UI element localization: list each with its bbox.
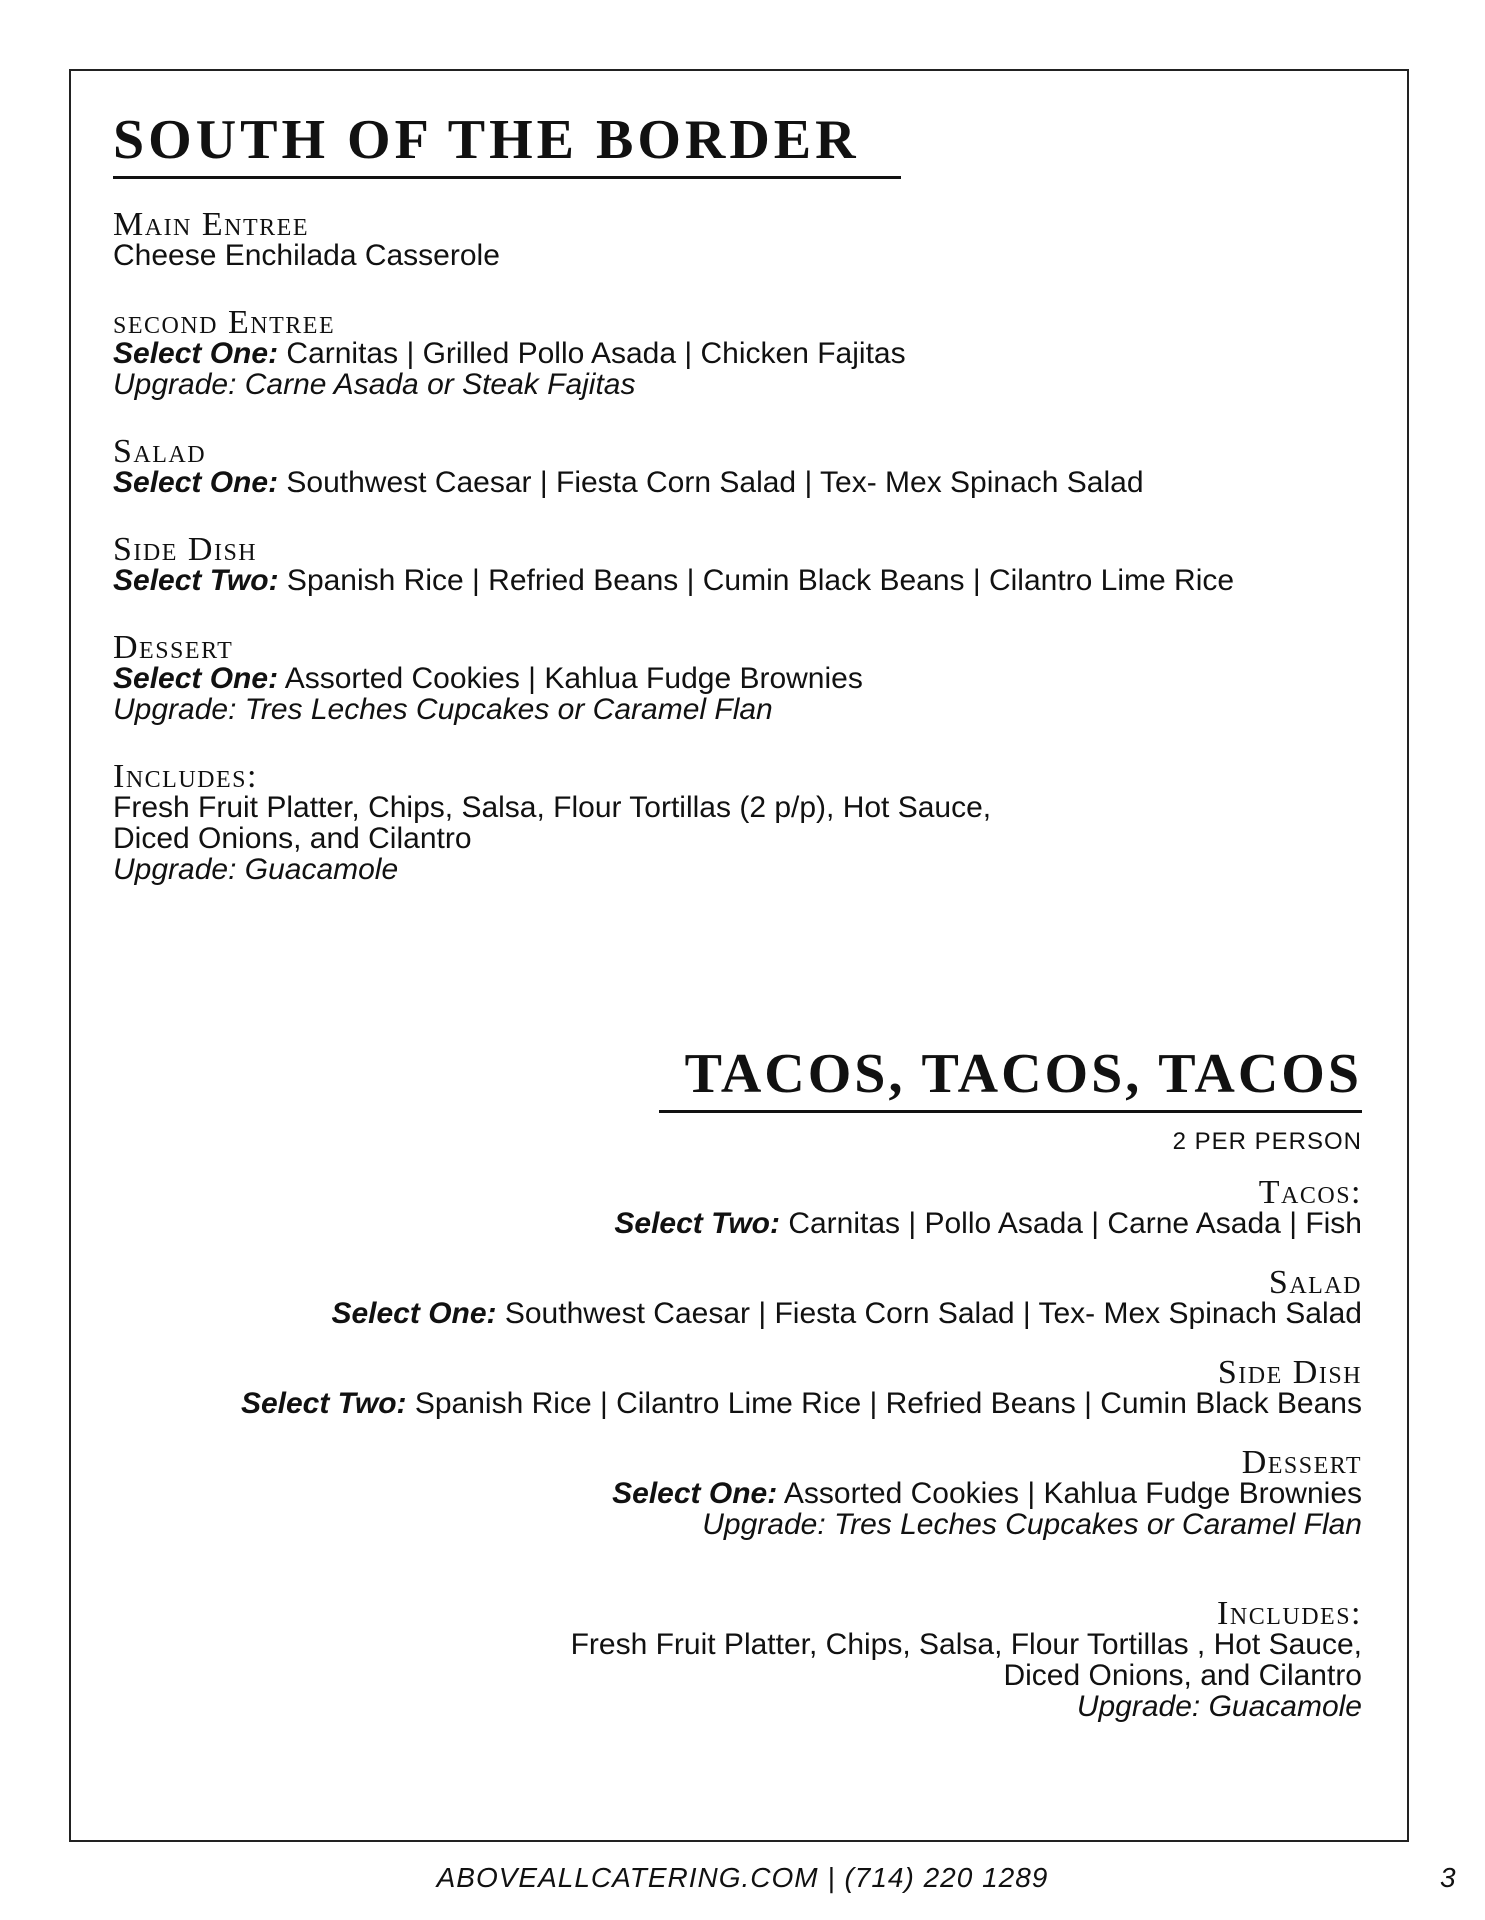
includes-block [113, 758, 1363, 886]
options-text: Carnitas | Grilled Pollo Asada | Chicken Fajitas [278, 337, 906, 370]
select-label: Select Two: [113, 564, 279, 597]
options-text: Assorted Cookies | Kahlua Fudge Brownies [278, 662, 863, 695]
dessert-upgrade: Upgrade: Tres Leches Cupcakes or Caramel Flan [702, 1508, 1362, 1541]
main-entree-item: Cheese Enchilada Casserole [113, 239, 500, 272]
includes-line-2: Diced Onions, and Cilantro [113, 822, 472, 855]
dessert-heading: Dessert [113, 629, 234, 666]
options-text: Spanish Rice | Cilantro Lime Rice | Refried Beans | Cumin Black Beans [406, 1387, 1362, 1420]
includes-line-1: Fresh Fruit Platter, Chips, Salsa, Flour Tortillas , Hot Sauce, [570, 1628, 1362, 1661]
select-label: Select One: [113, 466, 279, 499]
section-title: TACOS, TACOS, TACOS [659, 1042, 1362, 1113]
includes-line-2: Diced Onions, and Cilantro [1003, 1659, 1362, 1692]
options-text: Assorted Cookies | Kahlua Fudge Brownies [777, 1477, 1362, 1510]
main-entree-heading: Main Entree [113, 206, 309, 243]
salad-heading: Salad [1268, 1264, 1362, 1301]
south-of-the-border-section [113, 108, 1363, 885]
main-entree-block [113, 206, 1363, 272]
select-label: Select One: [113, 662, 279, 695]
dessert-block [113, 629, 1363, 726]
dessert-options [113, 663, 1363, 694]
tacos-heading: Tacos: [1258, 1174, 1362, 1211]
side-dish-heading: Side Dish [113, 531, 258, 568]
tacos-block [112, 1174, 1362, 1240]
includes-block [112, 1595, 1362, 1723]
tacos-section [112, 1042, 1362, 1722]
salad-block [113, 433, 1363, 499]
second-entree-options [113, 338, 1363, 369]
side-dish-options [113, 565, 1363, 596]
section-title: SOUTH OF THE BORDER [113, 108, 901, 179]
side-dish-block [112, 1354, 1362, 1420]
second-entree-upgrade: Upgrade: Carne Asada or Steak Fajitas [113, 368, 636, 401]
includes-heading: Includes: [113, 758, 258, 795]
dessert-options [112, 1478, 1362, 1509]
salad-heading: Salad [113, 433, 207, 470]
salad-options [112, 1298, 1362, 1329]
side-dish-heading: Side Dish [1217, 1354, 1362, 1391]
options-text: Southwest Caesar | Fiesta Corn Salad | Tex- Mex Spinach Salad [496, 1297, 1362, 1330]
tacos-options [112, 1208, 1362, 1239]
page-number: 3 [1440, 1862, 1456, 1893]
salad-block [112, 1264, 1362, 1330]
side-dish-block [113, 531, 1363, 597]
select-label: Select One: [113, 337, 279, 370]
dessert-upgrade: Upgrade: Tres Leches Cupcakes or Caramel Flan [113, 693, 773, 726]
select-label: Select Two: [614, 1207, 780, 1240]
per-person-note: 2 PER PERSON [1172, 1128, 1362, 1155]
options-text: Carnitas | Pollo Asada | Carne Asada | Fish [779, 1207, 1362, 1240]
select-label: Select One: [612, 1477, 778, 1510]
includes-heading: Includes: [1217, 1595, 1362, 1632]
includes-line-1: Fresh Fruit Platter, Chips, Salsa, Flour Tortillas (2 p/p), Hot Sauce, [113, 791, 992, 824]
select-label: Select Two: [240, 1387, 407, 1420]
dessert-heading: Dessert [1241, 1444, 1362, 1481]
includes-upgrade: Upgrade: Guacamole [1076, 1690, 1362, 1723]
second-entree-heading: second Entree [113, 304, 336, 341]
side-dish-options [112, 1388, 1362, 1419]
second-entree-block [113, 304, 1363, 401]
salad-options [113, 467, 1363, 498]
select-label: Select One: [331, 1297, 497, 1330]
options-text: Southwest Caesar | Fiesta Corn Salad | Tex- Mex Spinach Salad [278, 466, 1144, 499]
includes-upgrade: Upgrade: Guacamole [113, 853, 399, 886]
footer-contact: ABOVEALLCATERING.COM | (714) 220 1289 [436, 1862, 1049, 1893]
options-text: Spanish Rice | Refried Beans | Cumin Black Beans | Cilantro Lime Rice [278, 564, 1235, 597]
dessert-block [112, 1444, 1362, 1541]
